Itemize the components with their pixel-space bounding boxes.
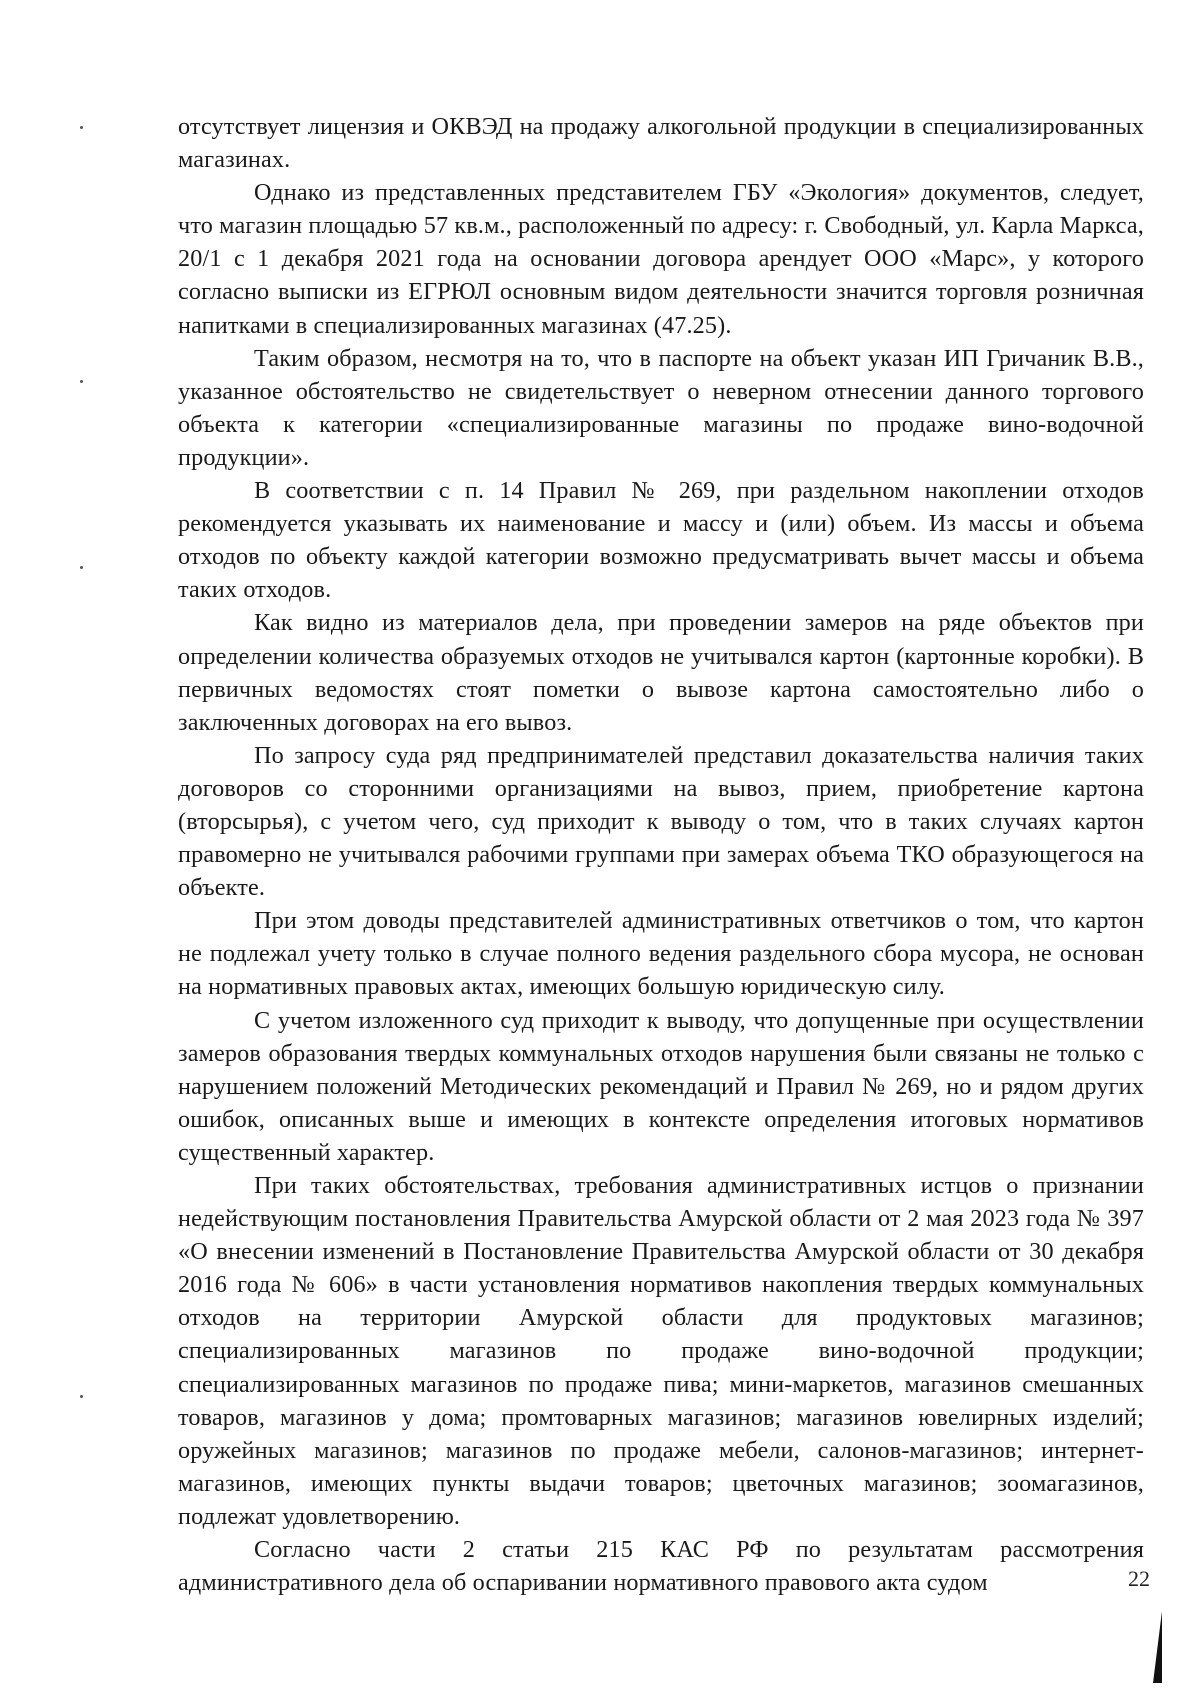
paragraph: Как видно из материалов дела, при проведении замеров на ряде объектов при определении количества образуемых отходов не учитывался картон (картонные коробки). В первичных ведомостях стоят пометки о вывозе картона самостоятельно либо о заключенных договорах на его вывоз. bbox=[178, 609, 1144, 736]
margin-mark bbox=[80, 126, 83, 129]
corner-mark bbox=[1153, 1611, 1162, 1683]
paragraph: При таких обстоятельствах, требования административных истцов о признании недействующим постановления Правительства Амурской области от 2 мая 2023 года № 397 «О внесении изменений в Постановление Правительства Амурской области от 30 декабря 2016 года № 606» в части установления нормативов накопления твердых коммунальных отходов на территории Амурской области для продуктовых магазинов; специализированных магазинов по продаже вино-водочной продукции; специализированных магазинов по продаже пива; мини-маркетов, магазинов смешанных товаров, магазинов у дома; промтоварных магазинов; магазинов ювелирных изделий; оружейных магазинов; магазинов по продаже мебели, салонов-магазинов; интернет-магазинов, имеющих пункты выдачи товаров; цветочных магазинов; зоомагазинов, подлежат удовлетворению. bbox=[178, 1172, 1144, 1530]
paragraph: Согласно части 2 статьи 215 КАС РФ по результатам рассмотрения административного дела об оспаривании нормативного правового акта судом bbox=[178, 1536, 1144, 1597]
page-number: 22 bbox=[1128, 1566, 1150, 1591]
paragraph: По запросу суда ряд предпринимателей представил доказательства наличия таких договоров со сторонними организациями на вывоз, прием, приобретение картона (вторсырья), с учетом чего, суд приходит к выводу о том, что в таких случаях картон правомерно не учитывался рабочими группами при замерах объема ТКО образующегося на объекте. bbox=[178, 741, 1144, 902]
paragraph: С учетом изложенного суд приходит к выводу, что допущенные при осуществлении замеров образования твердых коммунальных отходов нарушения были связаны не только с нарушением положений Методических рекомендаций и Правил № 269, но и рядом других ошибок, описанных выше и имеющих в контексте определения итоговых нормативов существенный характер. bbox=[178, 1006, 1144, 1166]
margin-mark bbox=[80, 566, 83, 569]
paragraph: При этом доводы представителей административных ответчиков о том, что картон не подлежал учету только в случае полного ведения раздельного сбора мусора, не основан на нормативных правовых актах, имеющих большую юридическую силу. bbox=[178, 907, 1144, 1001]
margin-mark bbox=[80, 380, 83, 383]
paragraph: Однако из представленных представителем ГБУ «Экология» документов, следует, что магазин площадью 57 кв.м., расположенный по адресу: г. Свободный, ул. Карла Маркса, 20/1 с 1 декабря 2021 года на основании договора арендует ООО «Марс», у которого согласно выписки из ЕГРЮЛ основным видом деятельности значится торговля розничная напитками в специализированных магазинах (47.25). bbox=[178, 179, 1144, 339]
paragraph: отсутствует лицензия и ОКВЭД на продажу алкогольной продукции в специализированных магазинах. bbox=[178, 113, 1144, 174]
paragraph: Таким образом, несмотря на то, что в паспорте на объект указан ИП Гричаник В.В., указанное обстоятельство не свидетельствует о неверном отнесении данного торгового объекта к категории «специализированные магазины по продаже вино-водочной продукции». bbox=[178, 344, 1144, 471]
document-body bbox=[178, 110, 1144, 1599]
margin-mark bbox=[80, 1395, 83, 1398]
paragraph: В соответствии с п. 14 Правил № 269, при раздельном накоплении отходов рекомендуется указывать их наименование и массу и (или) объем. Из массы и объема отходов по объекту каждой категории возможно предусматривать вычет массы и объема таких отходов. bbox=[178, 477, 1144, 604]
